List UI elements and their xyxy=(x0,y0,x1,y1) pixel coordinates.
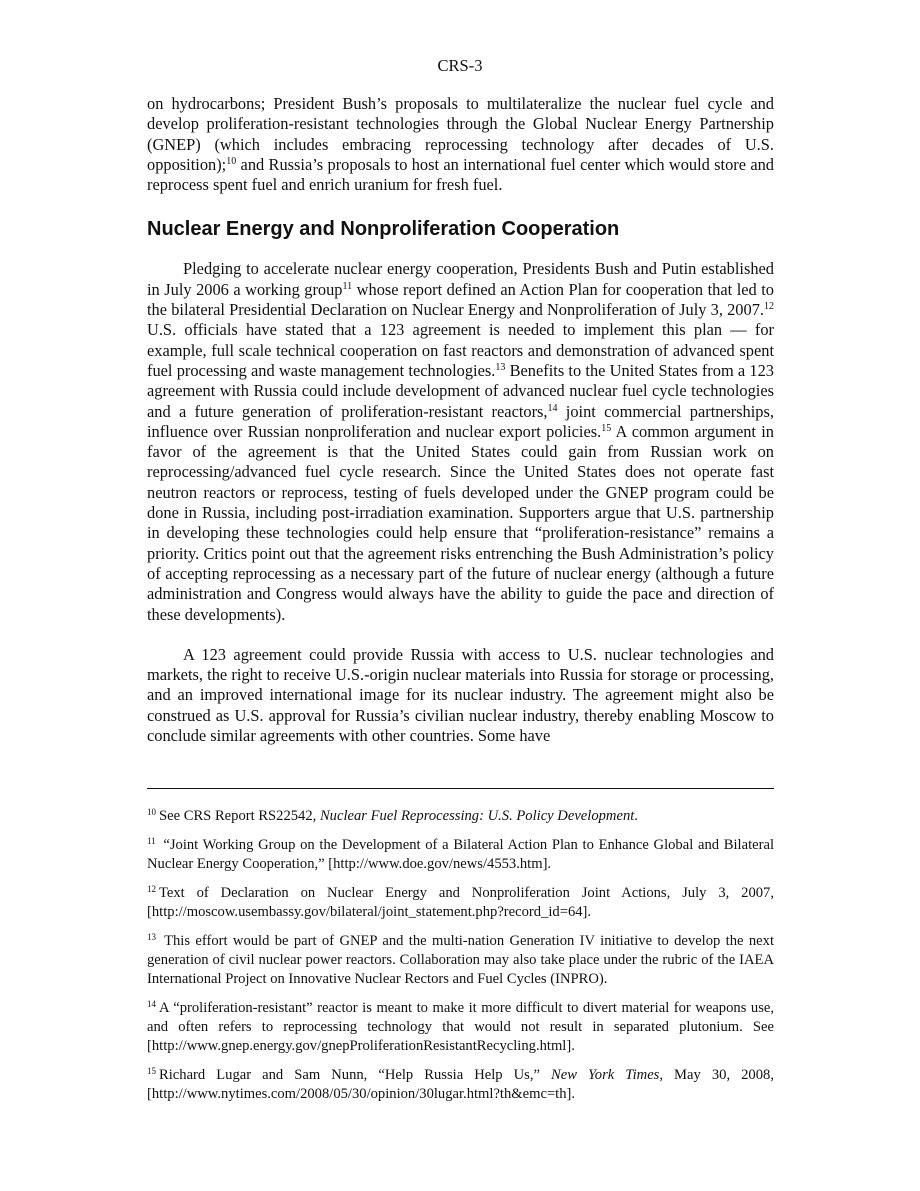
footnote: $^{10}$ See CRS Report RS22542, Nuclear Fuel Reprocessing: U.S. Policy Development. xyxy=(147,807,638,824)
page-header xyxy=(0,56,920,76)
footnote-ref: 10 xyxy=(226,155,237,167)
footnote-ref: 13 xyxy=(495,361,506,373)
body-paragraph: A 123 agreement could provide Russia with access to U.S. nuclear technologies and markets, the right to receive U.S.-origin nuclear materials into Russia for storage or processing, and an improved international image for its nuclear industry. The agreement might also be construed as U.S. approval for Russia’s civilian nuclear industry, thereby enabling Moscow to conclude similar agreements with other countries. Some have xyxy=(147,644,774,746)
footnotes xyxy=(147,807,774,1114)
footnote: $^{14}$ A “proliferation-resistant” reactor is meant to make it more difficult to divert material for weapons use, and often refers to reprocessing technology that would not result in separated plutonium. See [http://www.gnep.energy.gov/gnepProliferationResistantRecycling.html]. xyxy=(147,999,774,1054)
footnote: $^{15}$ Richard Lugar and Sam Nunn, “Help Russia Help Us,” New York Times, May 30, 2008, [http://www.nytimes.com/2008/05/30/opinion/30lugar.html?th&emc=th]. xyxy=(147,1066,774,1102)
page-number: CRS-3 xyxy=(437,56,483,75)
footnote-number: 11 xyxy=(147,836,156,846)
footnote-ref: 11 xyxy=(342,280,353,292)
footnote-number: 14 xyxy=(147,999,156,1009)
footnote-ref: 12 xyxy=(764,301,774,313)
body-text xyxy=(147,94,774,746)
footnote-number: 12 xyxy=(147,884,156,894)
footnote-divider xyxy=(147,788,774,789)
footnote-number: 15 xyxy=(147,1066,156,1076)
footnote-number: 10 xyxy=(147,807,156,817)
body-paragraph: Pledging to accelerate nuclear energy cooperation, Presidents Bush and Putin established in July 2006 a working group$^{11}$ whose report defined an Action Plan for cooperation that led to the bilateral Presidential Declaration on Nuclear Energy and Nonproliferation of July 3, 2007.12 U.S. officials have stated that a 123 agreement is needed to implement this plan — for example, full scale technical cooperation on fast reactors and demonstration of advanced spent fuel processing and waste management technologies.$^{13}$ Benefits to the United States from a 123 agreement with Russia could include development of advanced nuclear fuel cycle technologies and a future generation of proliferation-resistant reactors,$^{14}$ joint commercial partnerships, influence over Russian nonproliferation and nuclear export policies.$^{15}$ A common argument in favor of the agreement is that the United States could gain from Russian work on reprocessing/advanced fuel cycle research. Since the United States does not operate fast neutron reactors or reprocess, testing of fuels developed under the GNEP program could be done in Russia, including post-irradiation examination. Supporters argue that U.S. partnership in developing these technologies could help ensure that “proliferation-resistance” remains a priority. Critics point out that the agreement risks entrenching the Bush Administration’s policy of accepting reprocessing as a necessary part of the future of nuclear energy (although a future administration and Congress would always have the ability to guide the pace and direction of these developments). xyxy=(147,259,775,624)
footnote-ref: 15 xyxy=(601,422,612,434)
footnote-number: 13 xyxy=(147,932,156,942)
footnote: $^{12}$ Text of Declaration on Nuclear Energy and Nonproliferation Joint Actions, July 3, 2007, [http://moscow.usembassy.gov/bilateral/joint_statement.php?record_id=64]. xyxy=(147,884,774,920)
newspaper-title: New York Times xyxy=(551,1067,660,1083)
intro-paragraph: on hydrocarbons; President Bush’s proposals to multilateralize the nuclear fuel cycle and develop proliferation-resistant technologies through the Global Nuclear Energy Partnership (GNEP) (which includes embracing reprocessing technology after decades of U.S. opposition);$^{10}$ and Russia’s proposals to host an international fuel center which would store and reprocess spent fuel and enrich uranium for fresh fuel. xyxy=(147,94,774,195)
section-heading: Nuclear Energy and Nonproliferation Cooperation xyxy=(147,218,620,241)
footnote: $^{11}$ “Joint Working Group on the Development of a Bilateral Action Plan to Enhance Global and Bilateral Nuclear Energy Cooperation,” [http://www.doe.gov/news/4553.htm]. xyxy=(147,836,774,872)
footnote: $^{13}$ This effort would be part of GNEP and the multi-nation Generation IV initiative to develop the next generation of civil nuclear power reactors. Collaboration may also take place under the rubric of the IAEA International Project on Innovative Nuclear Rectors and Fuel Cycles (INPRO). xyxy=(147,932,774,987)
footnote-ref: 14 xyxy=(547,402,558,414)
report-title: Nuclear Fuel Reprocessing: U.S. Policy Development xyxy=(319,808,635,824)
